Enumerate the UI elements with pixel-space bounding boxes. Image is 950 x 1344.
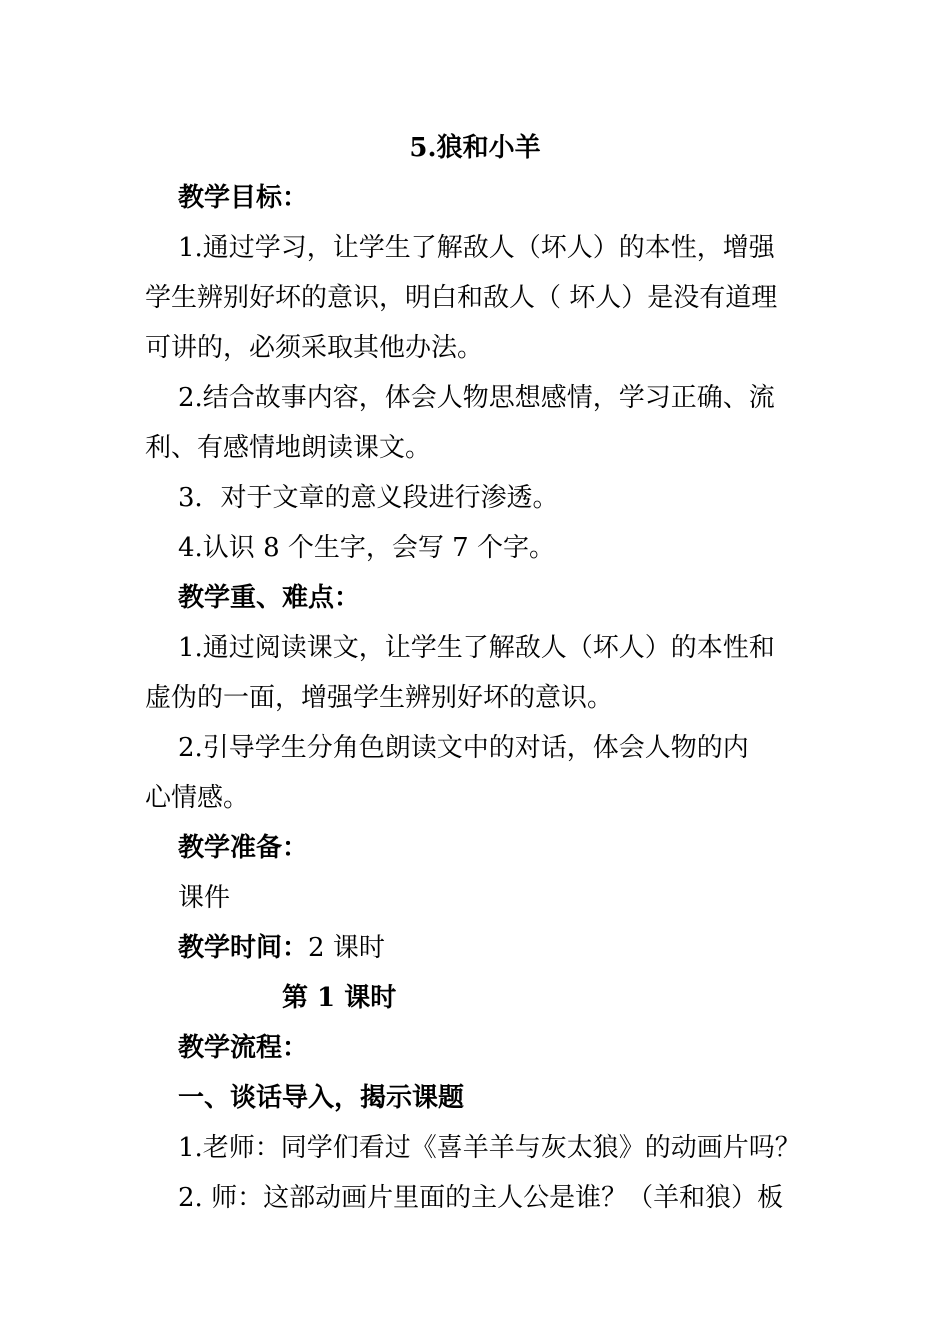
section-1-heading: 一、谈话导入，揭示课题 <box>178 1083 465 1113</box>
goal-1-line-1: 1.通过学习，让学生了解敌人（坏人）的本性，增强 <box>178 233 775 263</box>
goals-heading: 教学目标： <box>178 183 309 213</box>
key-point-1-line-2: 虚伪的一面，增强学生辨别好坏的意识。 <box>145 683 614 713</box>
goal-2-line-2: 利、有感情地朗读课文。 <box>145 433 432 463</box>
preparation-heading: 教学准备： <box>178 833 309 863</box>
key-points-heading: 教学重、难点： <box>178 583 361 613</box>
goal-2-line-1: 2.结合故事内容，体会人物思想感情，学习正确、流 <box>178 383 775 413</box>
key-point-2-line-2: 心情感。 <box>145 783 250 813</box>
goal-4: 4.认识 8 个生字，会写 7 个字。 <box>178 533 555 563</box>
goal-3: 3．对于文章的意义段进行渗透。 <box>178 483 559 513</box>
document-title: 5.狼和小羊 <box>409 133 541 163</box>
goal-1-line-2: 学生辨别好坏的意识，明白和敌人（ 坏人）是没有道理 <box>145 283 778 313</box>
step-2: 2. 师：这部动画片里面的主人公是谁？（羊和狼）板 <box>178 1183 784 1213</box>
teaching-time-heading: 教学时间： <box>178 933 309 963</box>
teaching-time-value: 2 课时 <box>308 933 385 963</box>
step-1: 1.老师：同学们看过《喜羊羊与灰太狼》的动画片吗？ <box>178 1133 801 1163</box>
teaching-time <box>178 931 810 965</box>
key-point-2-line-1: 2.引导学生分角色朗读文中的对话，体会人物的内 <box>178 733 749 763</box>
flow-heading: 教学流程： <box>178 1033 309 1063</box>
lesson-title: 第 1 课时 <box>282 983 397 1013</box>
goal-1-line-3: 可讲的，必须采取其他办法。 <box>145 333 484 363</box>
preparation-value: 课件 <box>178 883 231 913</box>
key-point-1-line-1: 1.通过阅读课文，让学生了解敌人（坏人）的本性和 <box>178 633 775 663</box>
